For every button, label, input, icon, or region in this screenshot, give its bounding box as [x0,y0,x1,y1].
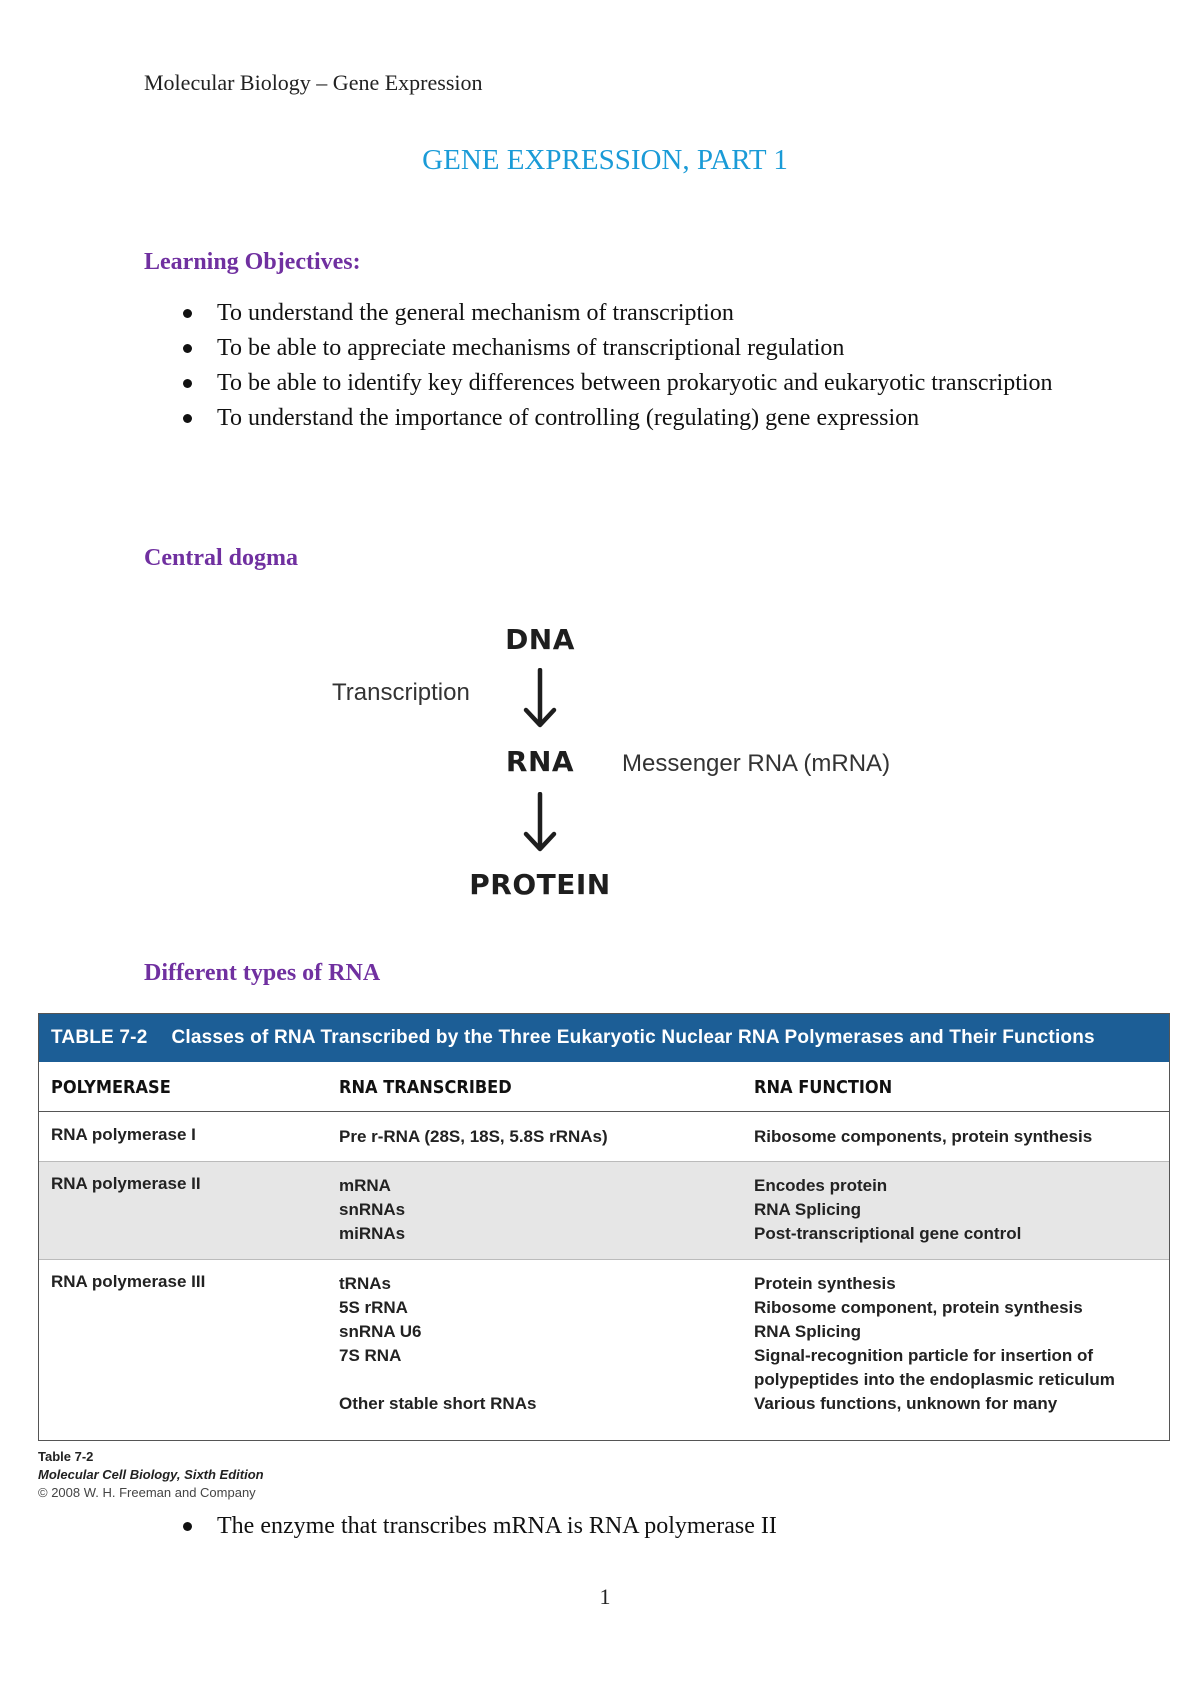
rna-types-heading: Different types of RNA [144,960,381,986]
table-banner [39,1014,1169,1062]
function-item: Various functions, unknown for many [754,1394,1058,1413]
transcribed-item: 7S RNA [339,1346,402,1365]
transcribed-item: mRNA [339,1176,391,1195]
function-item: polypeptides into the endoplasmic reticulum [754,1370,1115,1389]
table-header-row [39,1062,1169,1112]
learning-objectives-list [180,296,1097,436]
column-header: POLYMERASE [51,1077,171,1098]
page-title: GENE EXPRESSION, PART 1 [422,144,788,176]
objective-item: To understand the importance of controlling (regulating) gene expression [180,401,1097,436]
caption-table-number: Table 7-2 [38,1449,94,1464]
final-bullet-item: The enzyme that transcribes mRNA is RNA polymerase II [180,1509,1097,1544]
polymerase-cell: RNA polymerase III [51,1272,206,1291]
transcription-label: Transcription [332,679,470,706]
running-head: Molecular Biology – Gene Expression [144,70,483,95]
transcribed-cell [339,1174,405,1246]
polymerase-cell: RNA polymerase I [51,1125,196,1144]
transcribed-item: miRNAs [339,1224,406,1243]
column-header: RNA FUNCTION [754,1077,893,1098]
function-item: RNA Splicing [754,1200,862,1219]
column-header: RNA TRANSCRIBED [339,1077,512,1098]
table-caption [38,1448,264,1502]
rna-label: RNA [505,745,575,778]
objective-item: To understand the general mechanism of transcription [180,296,1097,331]
function-item: Encodes protein [754,1176,888,1195]
function-cell [754,1174,1021,1246]
function-item: Ribosome components, protein synthesis [754,1127,1093,1146]
transcribed-item: snRNA U6 [339,1322,422,1341]
page-number: 1 [599,1584,611,1609]
transcribed-item: Other stable short RNAs [339,1394,537,1413]
central-dogma-heading: Central dogma [144,545,298,571]
function-cell [754,1272,1115,1416]
polymerase-cell: RNA polymerase II [51,1174,201,1193]
objective-item: To be able to appreciate mechanisms of transcriptional regulation [180,331,1097,366]
objective-item: To be able to identify key differences between prokaryotic and eukaryotic transcription [180,366,1077,401]
final-bullet-list [180,1509,1097,1544]
caption-copyright: © 2008 W. H. Freeman and Company [38,1485,256,1500]
transcribed-item: tRNAs [339,1274,391,1293]
transcribed-item: Pre r-RNA (28S, 18S, 5.8S rRNAs) [339,1127,608,1146]
transcribed-cell [339,1272,536,1416]
function-item: RNA Splicing [754,1322,862,1341]
function-item: Protein synthesis [754,1274,896,1293]
arrow-down-icon [520,668,560,730]
function-item: Signal-recognition particle for insertion of [754,1346,1094,1365]
table-row [39,1260,1169,1440]
transcribed-cell [339,1125,608,1149]
table-number: TABLE 7-2 [51,1027,148,1048]
function-item: Post-transcriptional gene control [754,1224,1022,1243]
table-title: Classes of RNA Transcribed by the Three Eukaryotic Nuclear RNA Polymerases and Their Functions [171,1027,1095,1048]
dna-label: DNA [505,623,575,656]
transcribed-item: 5S rRNA [339,1298,408,1317]
caption-book-title: Molecular Cell Biology, Sixth Edition [38,1467,264,1482]
arrow-down-icon [520,792,560,854]
function-item: Ribosome component, protein synthesis [754,1298,1083,1317]
table-row [39,1162,1169,1260]
mrna-label: Messenger RNA (mRNA) [622,750,891,777]
protein-label: PROTEIN [469,868,611,901]
function-cell [754,1125,1092,1149]
transcribed-spacer [339,1368,536,1392]
table-row [39,1112,1169,1162]
rna-classes-table [38,1013,1170,1441]
transcribed-item: snRNAs [339,1200,406,1219]
learning-objectives-heading: Learning Objectives: [144,249,361,275]
